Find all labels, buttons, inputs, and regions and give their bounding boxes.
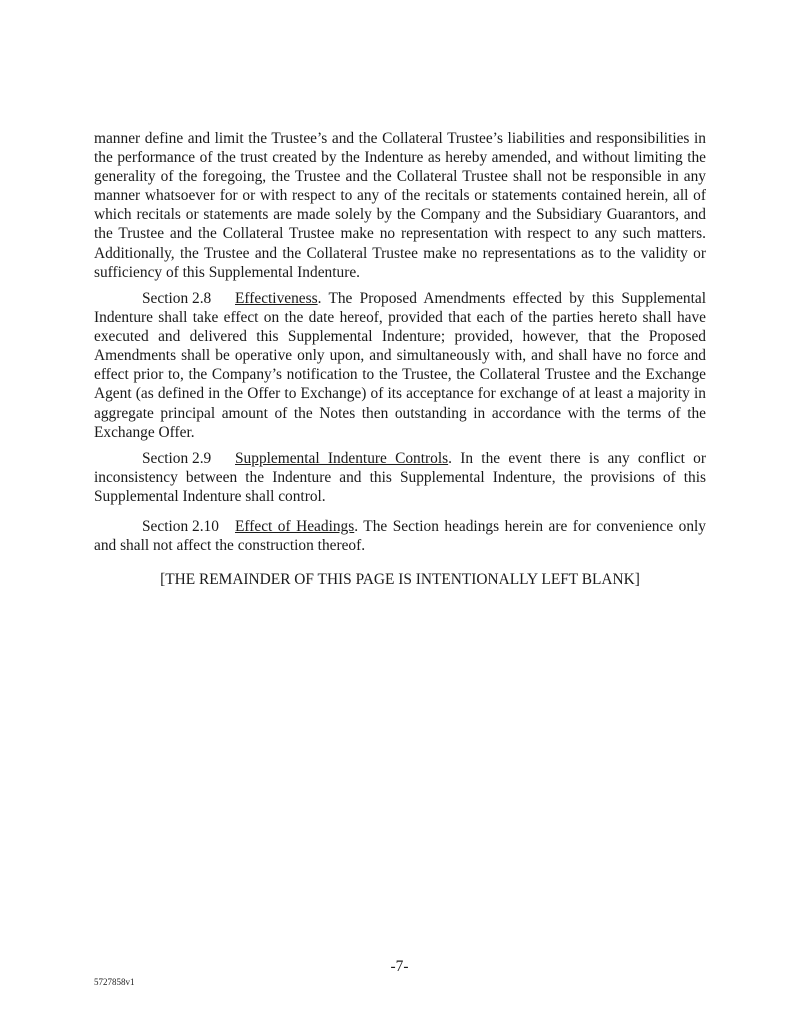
section-heading: Effectiveness: [235, 290, 318, 307]
document-id: 5727858v1: [94, 977, 135, 987]
section-number: Section 2.10: [142, 518, 219, 535]
section-2-10-paragraph: [94, 517, 706, 555]
page-number: -7-: [390, 958, 409, 975]
continued-paragraph: [94, 129, 706, 282]
section-number: Section 2.8: [142, 290, 212, 307]
remainder-notice: [THE REMAINDER OF THIS PAGE IS INTENTIONALLY LEFT BLANK]: [160, 571, 640, 588]
section-heading: Supplemental Indenture Controls: [235, 450, 449, 467]
section-heading: Effect of Headings: [235, 518, 355, 535]
section-2-8-paragraph: [94, 289, 706, 442]
section-number: Section 2.9: [142, 450, 212, 467]
section-body: . In the event there is any conflict or inconsistency between the Indenture and this Supplemental Indenture, the provisions of this Supplemental Indenture shall control.: [94, 450, 706, 506]
section-body: . The Proposed Amendments effected by this Supplemental Indenture shall take effect on the date hereof, provided that each of the parties hereto shall have executed and delivered this Supplemental Indenture; provided, however, that the Proposed Amendments shall be operative only upon, and simultaneously with, and shall have no force and effect prior to, the Company’s notification to the Trustee, the Collateral Trustee and the Exchange Agent (as defined in the Offer to Exchange) of its acceptance for exchange of at least a majority in aggregate principal amount of the Notes then outstanding in accordance with the terms of the Exchange Offer.: [94, 290, 706, 441]
section-body: . The Section headings herein are for convenience only and shall not affect the construction thereof.: [94, 518, 706, 555]
section-2-9-paragraph: [94, 449, 706, 506]
continued-paragraph-text: manner define and limit the Trustee’s and the Collateral Trustee’s liabilities and responsibilities in the performance of the trust created by the Indenture as hereby amended, and without limiting the generality of the foregoing, the Trustee and the Collateral Trustee shall not be responsible in any manner whatsoever for or with respect to any of the recitals or statements contained herein, all of which recitals or statements are made solely by the Company and the Subsidiary Guarantors, and the Trustee and the Collateral Trustee make no representation with respect to any such matters. Additionally, the Trustee and the Collateral Trustee make no representations as to the validity or sufficiency of this Supplemental Indenture.: [94, 130, 706, 281]
